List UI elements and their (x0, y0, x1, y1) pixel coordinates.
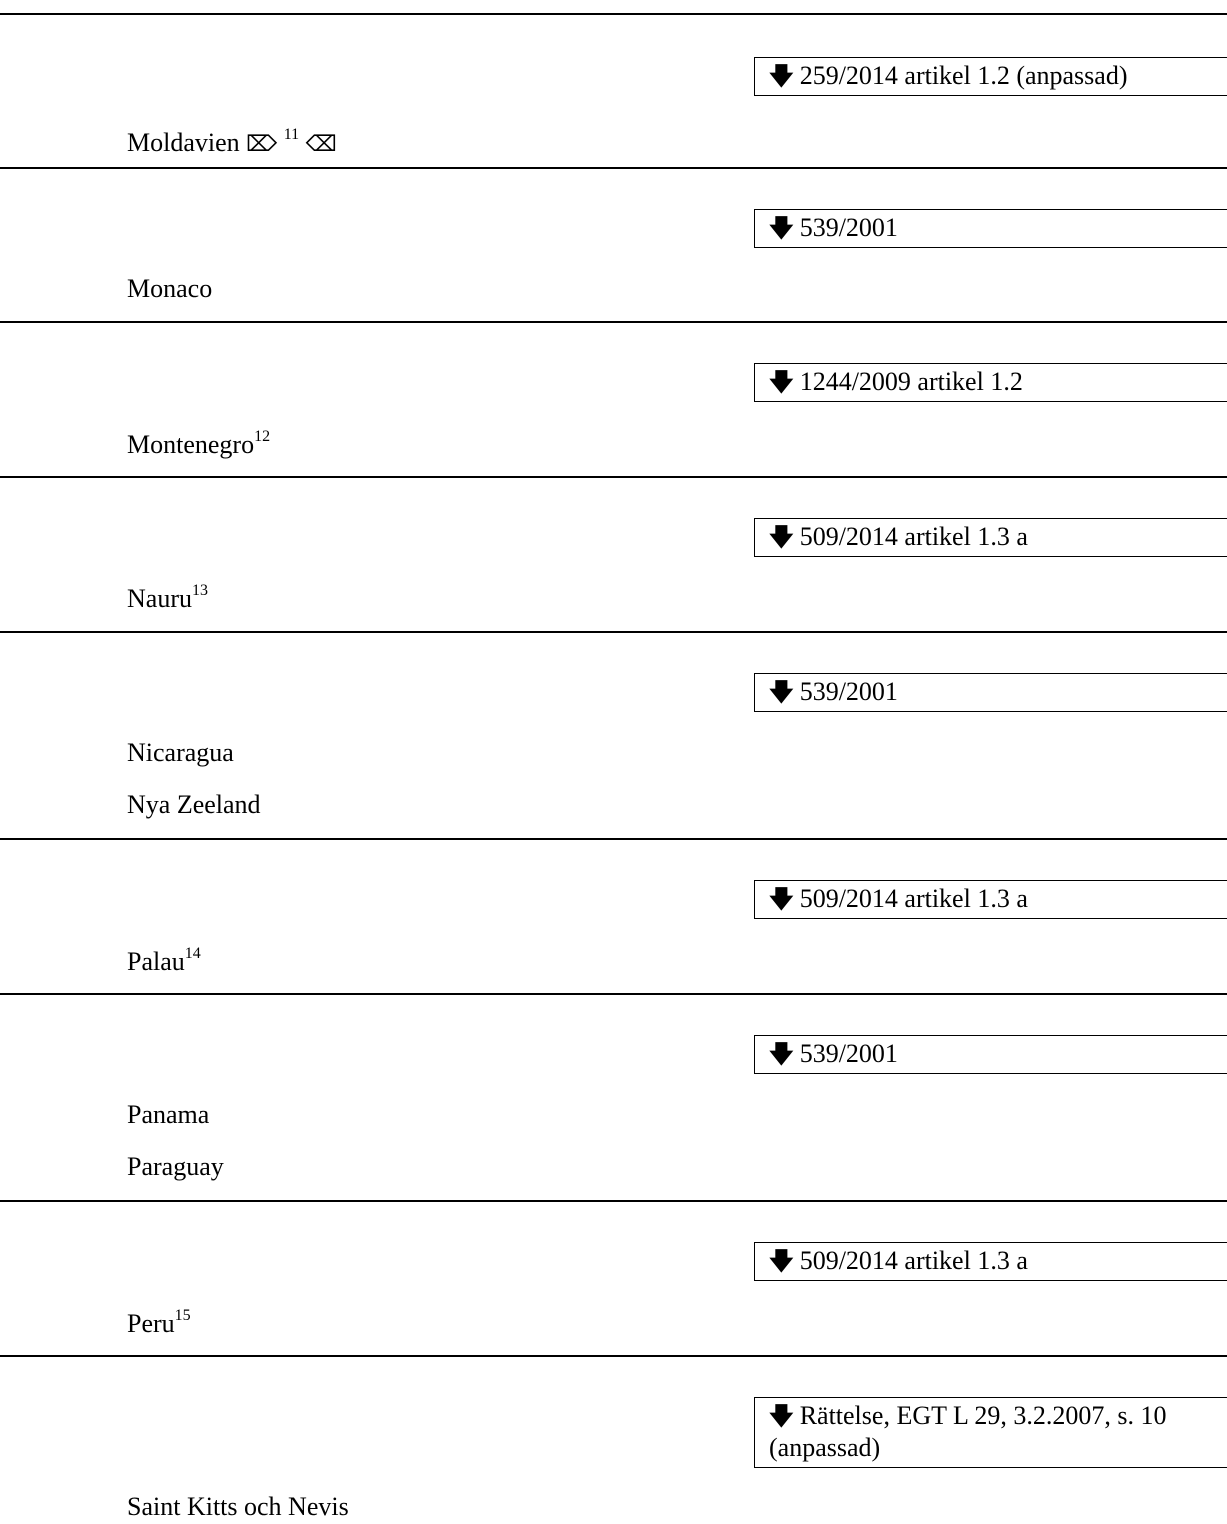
country-name (127, 273, 212, 305)
country-name (127, 1151, 224, 1183)
country-label: Nya Zeeland (127, 790, 261, 819)
country-label: Montenegro (127, 430, 255, 459)
country-name (127, 1099, 209, 1131)
down-arrow-icon: 🡇 (769, 1402, 794, 1430)
reference-text: 539/2001 (799, 677, 898, 706)
country-label: Saint Kitts och Nevis (127, 1492, 349, 1521)
reference-text: 1244/2009 artikel 1.2 (799, 367, 1023, 396)
section-divider (0, 13, 1227, 15)
reference-box (754, 673, 1227, 712)
section-divider (0, 476, 1227, 478)
country-label: Paraguay (127, 1152, 224, 1181)
country-label: Palau (127, 947, 185, 976)
country-name (127, 1491, 349, 1523)
down-arrow-icon: 🡇 (769, 885, 794, 913)
section-divider (0, 321, 1227, 323)
section-divider (0, 993, 1227, 995)
section-divider (0, 838, 1227, 840)
reference-box (754, 209, 1227, 248)
country-name (127, 737, 234, 769)
country-label: Monaco (127, 274, 213, 303)
section-divider (0, 1355, 1227, 1357)
down-arrow-icon: 🡇 (769, 1247, 794, 1275)
footnote-ref[interactable]: 12 (254, 428, 271, 445)
country-name (127, 946, 201, 978)
country-name (127, 789, 261, 821)
country-name (127, 583, 208, 615)
reference-box (754, 1397, 1227, 1468)
footnote-ref[interactable]: 14 (184, 945, 201, 962)
country-name (127, 429, 270, 461)
reference-text: 539/2001 (799, 213, 898, 242)
reference-text: 509/2014 artikel 1.3 a (799, 1246, 1028, 1275)
reference-box (754, 363, 1227, 402)
reference-text: 539/2001 (799, 1039, 898, 1068)
deletion-start-marker: ⌦ (246, 132, 278, 157)
reference-box (754, 880, 1227, 919)
section-divider (0, 631, 1227, 633)
down-arrow-icon: 🡇 (769, 214, 794, 242)
down-arrow-icon: 🡇 (769, 368, 794, 396)
reference-text: 259/2014 artikel 1.2 (anpassad) (799, 61, 1128, 90)
country-name (127, 127, 337, 161)
country-label: Panama (127, 1100, 210, 1129)
reference-box (754, 1242, 1227, 1281)
reference-box (754, 1035, 1227, 1074)
country-label: Nicaragua (127, 738, 234, 767)
reference-text: 509/2014 artikel 1.3 a (799, 884, 1028, 913)
down-arrow-icon: 🡇 (769, 1040, 794, 1068)
country-label: Moldavien (127, 128, 240, 157)
footnote-ref[interactable]: 15 (174, 1307, 191, 1324)
down-arrow-icon: 🡇 (769, 523, 794, 551)
reference-box (754, 57, 1227, 96)
country-label: Peru (127, 1309, 175, 1338)
footnote-ref[interactable]: 11 (283, 126, 300, 143)
deletion-end-marker: ⌫ (305, 132, 337, 157)
section-divider (0, 1200, 1227, 1202)
footnote-ref[interactable]: 13 (191, 582, 208, 599)
section-divider (0, 167, 1227, 169)
reference-text: Rättelse, EGT L 29, 3.2.2007, s. 10 (anpassad) (769, 1401, 1167, 1462)
down-arrow-icon: 🡇 (769, 62, 794, 90)
country-label: Nauru (127, 584, 192, 613)
country-name (127, 1308, 191, 1340)
reference-box (754, 518, 1227, 557)
reference-text: 509/2014 artikel 1.3 a (799, 522, 1028, 551)
down-arrow-icon: 🡇 (769, 678, 794, 706)
